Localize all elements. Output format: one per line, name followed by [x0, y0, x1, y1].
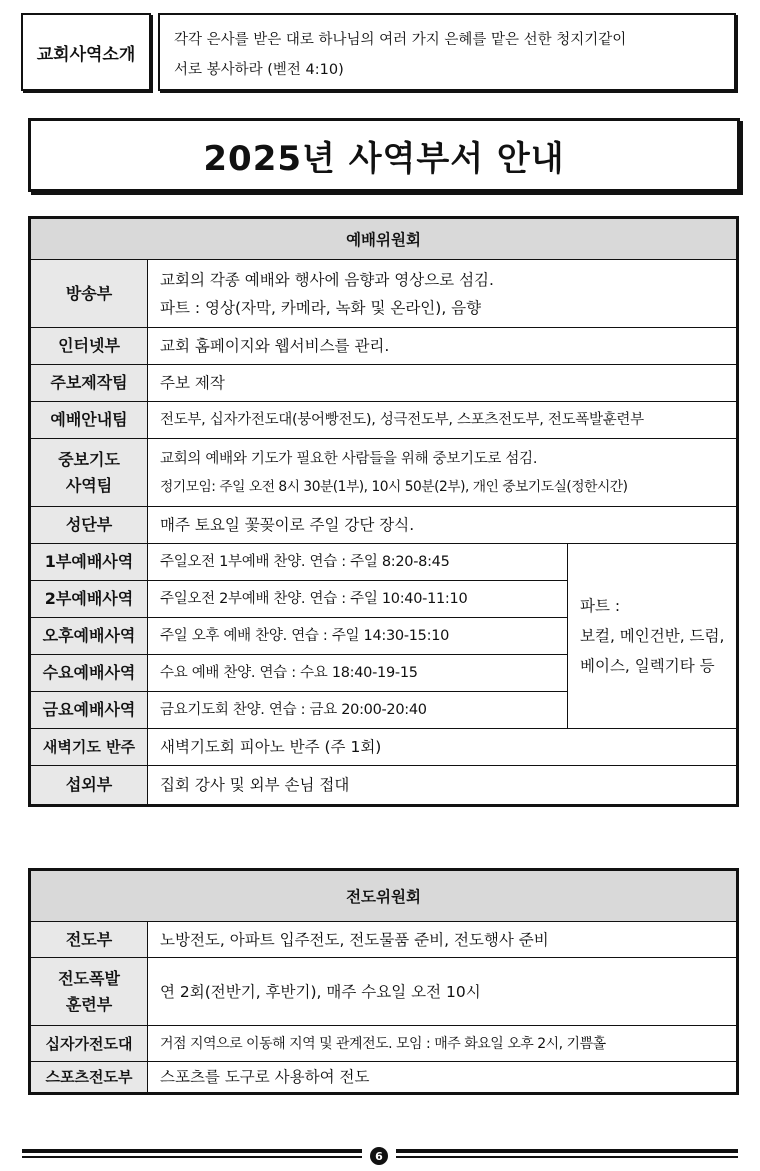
choir-desc: 수요 예배 찬양. 연습 : 수요 18:40-19-15: [148, 655, 568, 692]
dept-name: 새벽기도 반주: [30, 729, 148, 766]
dept-desc: 새벽기도회 피아노 반주 (주 1회): [148, 729, 738, 766]
section-label-text: 교회사역소개: [36, 44, 136, 65]
table-row: [30, 507, 738, 544]
dept-desc: 스포츠를 도구로 사용하여 전도: [148, 1062, 738, 1094]
page-title: [28, 118, 740, 192]
table-row: [30, 439, 738, 507]
desc-line: 파트 : 영상(자막, 카메라, 녹화 및 온라인), 음향: [160, 298, 482, 317]
table-row: [30, 1026, 738, 1062]
table-row: [30, 365, 738, 402]
footer-rule-right: [396, 1149, 738, 1153]
dept-name: 방송부: [30, 260, 148, 328]
dept-name: 인터넷부: [30, 328, 148, 365]
dept-name: 주보제작팀: [30, 365, 148, 402]
verse-line-1: 각각 은사를 받은 대로 하나님의 여러 가지 은혜를 맡은 선한 청지기같이: [174, 32, 627, 48]
parts-note-line: 보컬, 메인건반, 드럼,: [580, 627, 725, 645]
choir-name: 수요예배사역: [30, 655, 148, 692]
dept-name: 성단부: [30, 507, 148, 544]
section-label: [21, 13, 151, 91]
table-row: [30, 402, 738, 439]
dept-name: 십자가전도대: [30, 1026, 148, 1062]
worship-committee-heading: 예배위원회: [30, 218, 738, 260]
page-title-text: 2025년 사역부서 안내: [203, 138, 565, 179]
choir-desc: 금요기도회 찬양. 연습 : 금요 20:00-20:40: [148, 692, 568, 729]
choir-desc: 주일오전 1부예배 찬양. 연습 : 주일 8:20-8:45: [148, 544, 568, 581]
page-number: 6: [370, 1147, 388, 1165]
parts-note: [568, 544, 738, 729]
table-row: [30, 544, 738, 581]
table-row: [30, 766, 738, 806]
desc-line: 정기모임: 주일 오전 8시 30분(1부), 10시 50분(2부), 개인 중보기도실(정한시간): [160, 478, 628, 495]
dept-name: [30, 958, 148, 1026]
dept-name: [30, 439, 148, 507]
dept-desc: 전도부, 십자가전도대(붕어빵전도), 성극전도부, 스포츠전도부, 전도폭발훈련부: [148, 402, 738, 439]
dept-name: 전도부: [30, 922, 148, 958]
dept-name-line: 전도폭발: [58, 968, 120, 988]
dept-name-line: 중보기도: [58, 449, 120, 469]
dept-desc: 주보 제작: [148, 365, 738, 402]
dept-desc: [148, 439, 738, 507]
evangelism-committee-heading: 전도위원회: [30, 870, 738, 922]
parts-note-line: 베이스, 일렉기타 등: [580, 657, 715, 675]
table-row: [30, 958, 738, 1026]
worship-committee-table: [28, 216, 739, 807]
dept-desc: 거점 지역으로 이동해 지역 및 관계전도. 모임 : 매주 화요일 오후 2시, 기쁨홀: [148, 1026, 738, 1062]
evangelism-committee-table: [28, 868, 739, 1095]
page-footer: [22, 1147, 738, 1165]
parts-note-line: 파트 :: [580, 597, 621, 615]
desc-line: 교회의 각종 예배와 행사에 음향과 영상으로 섬김.: [160, 270, 494, 289]
choir-desc: 주일오전 2부예배 찬양. 연습 : 주일 10:40-11:10: [148, 581, 568, 618]
footer-rule-right-thin: [396, 1156, 738, 1158]
dept-desc: 교회 홈페이지와 웹서비스를 관리.: [148, 328, 738, 365]
choir-name: 오후예배사역: [30, 618, 148, 655]
bible-verse: [158, 13, 736, 91]
choir-name: 1부예배사역: [30, 544, 148, 581]
dept-desc: [148, 260, 738, 328]
choir-desc: 주일 오후 예배 찬양. 연습 : 주일 14:30-15:10: [148, 618, 568, 655]
dept-name-line: 사역팀: [65, 475, 113, 495]
dept-name: 섭외부: [30, 766, 148, 806]
table-row: [30, 922, 738, 958]
dept-desc: 연 2회(전반기, 후반기), 매주 수요일 오전 10시: [148, 958, 738, 1026]
table-row: [30, 1062, 738, 1094]
dept-desc: 집회 강사 및 외부 손님 접대: [148, 766, 738, 806]
choir-name: 2부예배사역: [30, 581, 148, 618]
table-row: [30, 729, 738, 766]
footer-rule-left-thin: [22, 1156, 362, 1158]
verse-line-2: 서로 봉사하라 (벧전 4:10): [174, 62, 344, 78]
dept-name: 스포츠전도부: [30, 1062, 148, 1094]
dept-desc: 노방전도, 아파트 입주전도, 전도물품 준비, 전도행사 준비: [148, 922, 738, 958]
desc-line: 교회의 예배와 기도가 필요한 사람들을 위해 중보기도로 섬김.: [160, 450, 538, 467]
footer-rule-left: [22, 1149, 362, 1153]
table-row: [30, 328, 738, 365]
table-row: [30, 260, 738, 328]
dept-desc: 매주 토요일 꽃꽂이로 주일 강단 장식.: [148, 507, 738, 544]
choir-name: 금요예배사역: [30, 692, 148, 729]
dept-name-line: 훈련부: [65, 994, 113, 1014]
dept-name: 예배안내팀: [30, 402, 148, 439]
